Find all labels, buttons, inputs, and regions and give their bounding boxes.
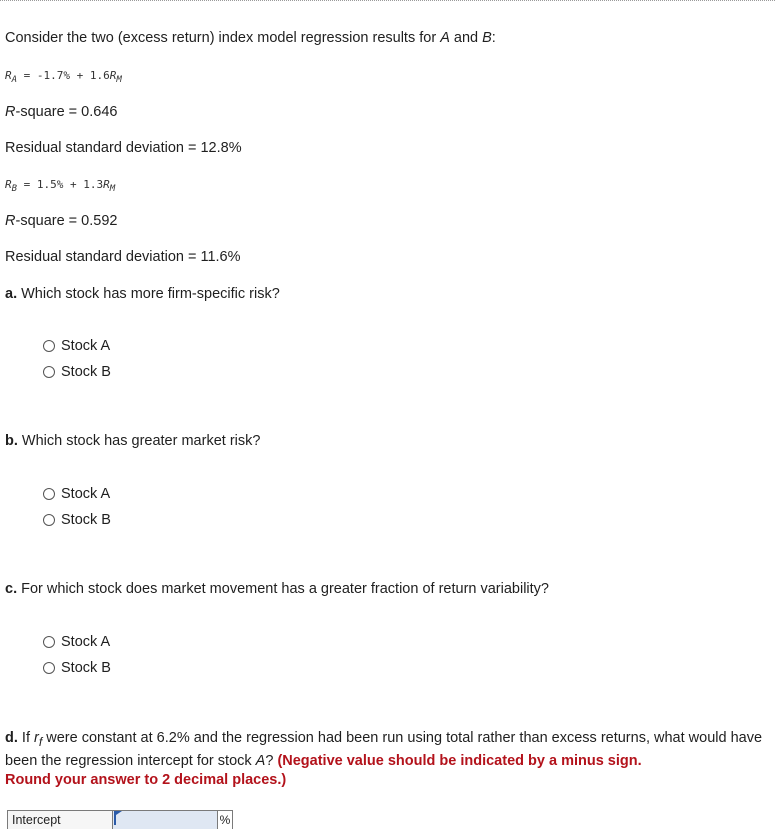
- option-label: Stock B: [61, 364, 111, 380]
- equation-b: [5, 178, 115, 194]
- rsq-a-value: -square = 0.646: [15, 104, 118, 120]
- option-label: Stock B: [61, 512, 111, 528]
- qa-option-stock-b[interactable]: [43, 364, 111, 380]
- question-b-text: Which stock has greater market risk?: [17, 433, 261, 449]
- question-b: [5, 433, 260, 449]
- eq-a-r: R: [5, 69, 12, 82]
- question-a-label: a.: [5, 286, 18, 302]
- question-d-instruction-1: (Negative value should be indicated by a minus sign.: [277, 752, 642, 769]
- rf-symbol: r: [34, 730, 39, 746]
- option-label: Stock A: [61, 634, 111, 650]
- rsquare-a: [5, 104, 117, 120]
- rsq-b-r: R: [5, 213, 16, 229]
- residual-b: Residual standard deviation = 11.6%: [5, 249, 241, 265]
- radio-icon[interactable]: [43, 636, 55, 648]
- question-d-stock: A: [255, 752, 266, 769]
- question-d: [5, 729, 770, 790]
- flag-icon: [114, 811, 116, 825]
- eq-b-body: = 1.5% + 1.3: [17, 178, 104, 191]
- question-d-text-1: If: [17, 730, 35, 746]
- residual-a: Residual standard deviation = 12.8%: [5, 140, 242, 156]
- qc-option-stock-b[interactable]: [43, 660, 111, 676]
- intro-and: and: [449, 30, 483, 46]
- rsq-a-r: R: [5, 104, 16, 120]
- eq-a-r2: R: [109, 69, 117, 82]
- qc-option-stock-a[interactable]: [43, 634, 110, 650]
- percent-unit: %: [219, 813, 231, 827]
- qa-option-stock-a[interactable]: [43, 338, 110, 354]
- question-d-label: d.: [5, 730, 18, 746]
- question-b-label: b.: [5, 433, 18, 449]
- option-label: Stock B: [61, 660, 111, 676]
- answer-table: [7, 810, 233, 829]
- top-divider: [0, 0, 775, 1]
- intercept-input[interactable]: [113, 811, 217, 829]
- eq-a-sub: A: [11, 75, 18, 86]
- eq-b-sub2: M: [109, 184, 116, 195]
- radio-icon[interactable]: [43, 340, 55, 352]
- intro-stock-a: A: [440, 30, 450, 46]
- eq-a-body: = -1.7% + 1.6: [17, 69, 110, 82]
- eq-b-sub: B: [11, 184, 18, 195]
- question-d-instruction-2: Round your answer to 2 decimal places.): [5, 771, 287, 788]
- radio-icon[interactable]: [43, 662, 55, 674]
- option-label: Stock A: [61, 338, 111, 354]
- question-a-text: Which stock has more firm-specific risk?: [17, 286, 280, 302]
- option-label: Stock A: [61, 486, 111, 502]
- question-d-text-3: ?: [265, 752, 278, 769]
- intercept-label: Intercept: [8, 811, 113, 829]
- intro-colon: :: [491, 30, 496, 46]
- radio-icon[interactable]: [43, 366, 55, 378]
- question-c-text: For which stock does market movement has a greater fraction of return variability?: [17, 581, 549, 597]
- question-c-label: c.: [5, 581, 18, 597]
- equation-a: [5, 69, 122, 85]
- rsq-b-value: -square = 0.592: [15, 213, 118, 229]
- eq-b-r2: R: [103, 178, 110, 191]
- rf-subscript: f: [38, 734, 43, 749]
- eq-b-r: R: [5, 178, 12, 191]
- question-c: [5, 581, 549, 597]
- intro-text: [5, 30, 496, 46]
- rsquare-b: [5, 213, 117, 229]
- eq-a-sub2: M: [116, 75, 122, 86]
- intercept-input-cell[interactable]: [113, 811, 218, 829]
- intro-stock-b: B: [482, 30, 492, 46]
- qb-option-stock-a[interactable]: [43, 486, 110, 502]
- question-a: [5, 286, 280, 302]
- radio-icon[interactable]: [43, 514, 55, 526]
- intro-label: Consider the two (excess return) index model regression results for: [5, 30, 441, 46]
- question-d-text-2: were constant at 6.2% and the regression had been run using total rather than excess returns, what would have been the regression intercept for stock: [5, 730, 763, 769]
- qb-option-stock-b[interactable]: [43, 512, 111, 528]
- radio-icon[interactable]: [43, 488, 55, 500]
